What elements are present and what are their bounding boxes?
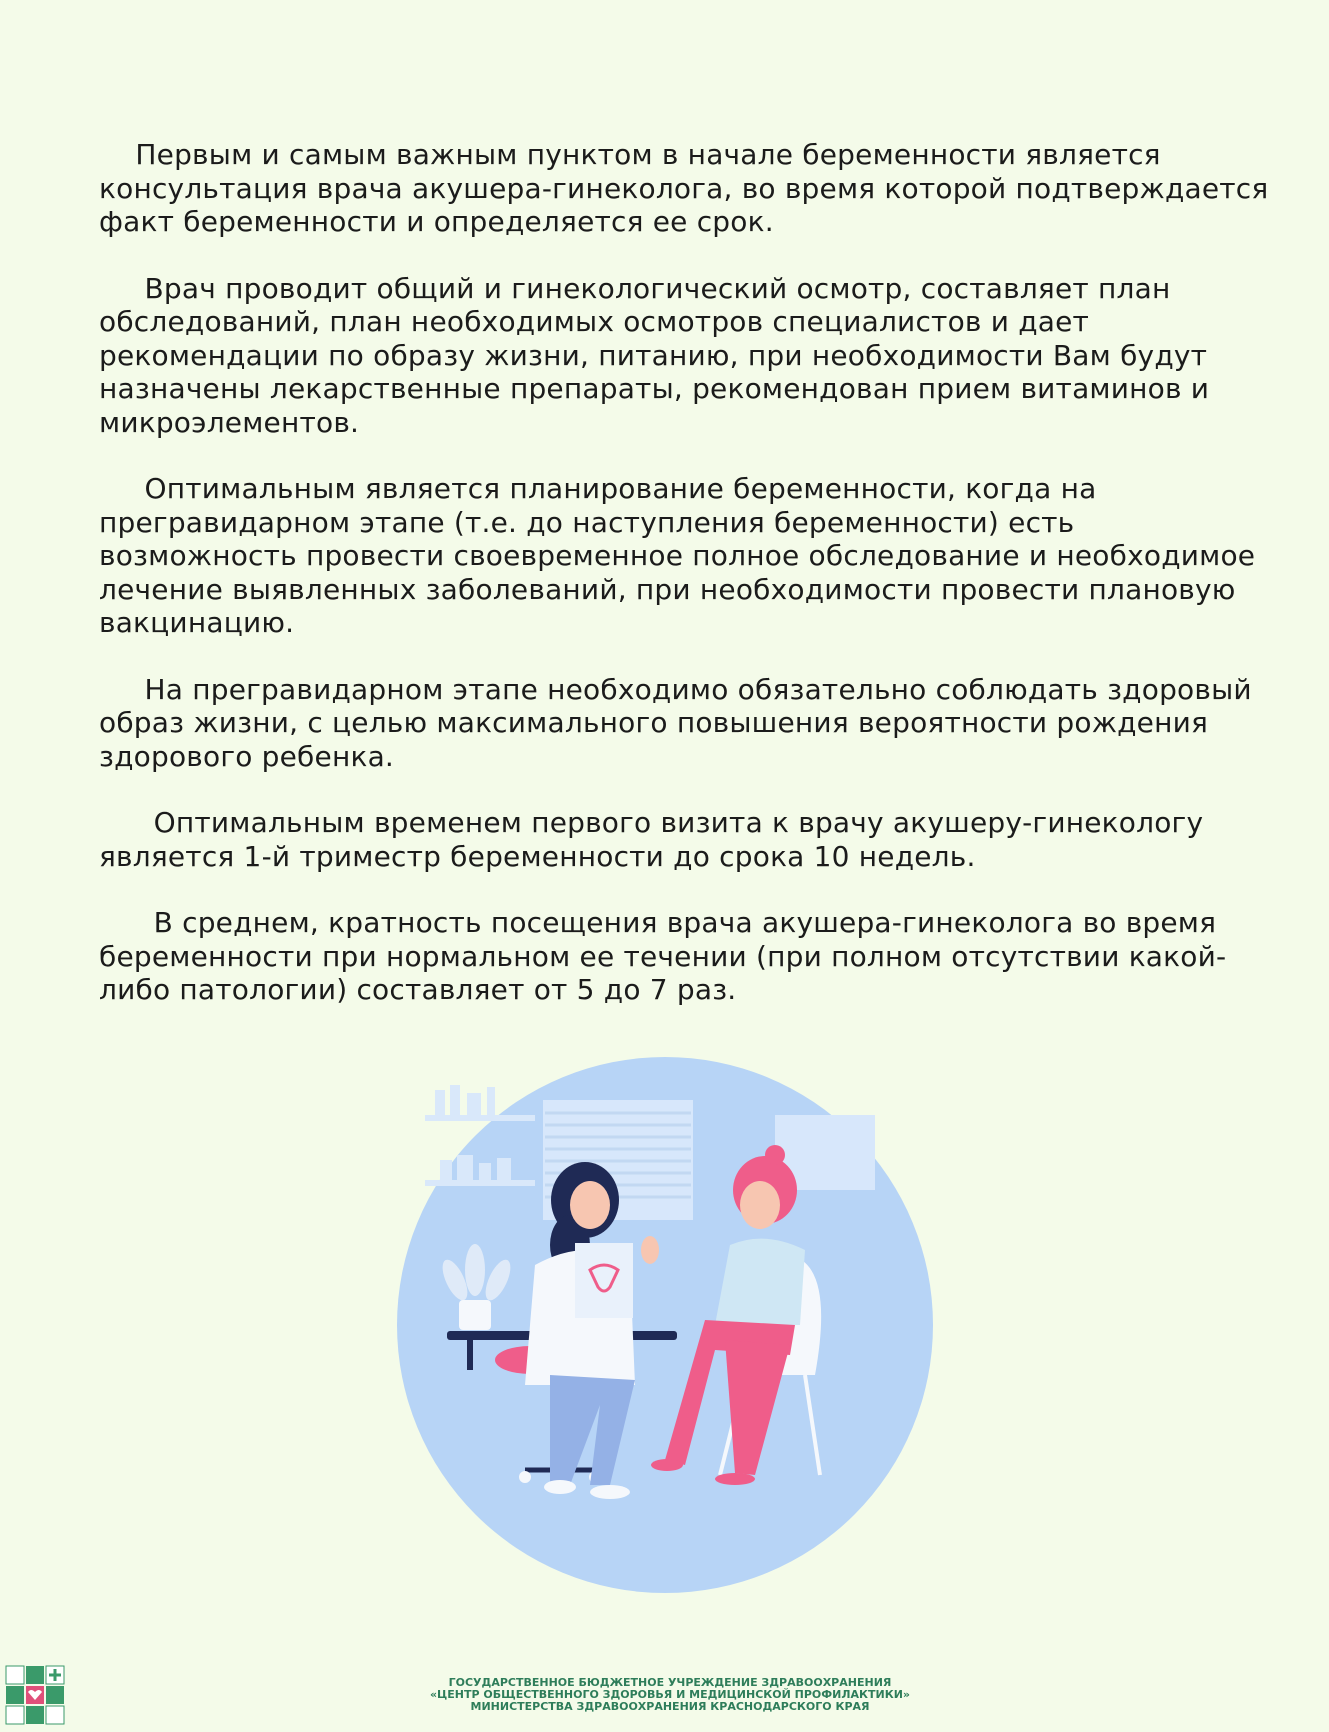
main-text xyxy=(99,138,1278,1040)
paragraph-5: Оптимальным временем первого визита к врачу акушеру-гинекологу является 1-й триместр беременности до срока 10 недель. xyxy=(99,806,1213,873)
doctor-patient-illustration xyxy=(395,1055,935,1595)
organization-footer xyxy=(390,1677,950,1713)
footer-line-1: ГОСУДАРСТВЕННОЕ БЮДЖЕТНОЕ УЧРЕЖДЕНИЕ ЗДРАВООХРАНЕНИЯ xyxy=(448,1676,892,1689)
paragraph-1: Первым и самым важным пунктом в начале беременности является консультация врача акушера-гинеколога, во время которой подтверждается факт беременности и определяется ее срок. xyxy=(99,138,1278,238)
footer-line-3: МИНИСТЕРСТВА ЗДРАВООХРАНЕНИЯ КРАСНОДАРСКОГО КРАЯ xyxy=(470,1700,870,1713)
paragraph-2: Врач проводит общий и гинекологический осмотр, составляет план обследований, план необходимых осмотров специалистов и дает рекомендации по образу жизни, питанию, при необходимости Вам будут назначены лекарственные препараты, рекомендован прием витаминов и микроэлементов. xyxy=(99,271,1219,439)
health-center-logo xyxy=(4,1664,68,1728)
paragraph-3: Оптимальным является планирование беременности, когда на прегравидарном этапе (т.е. до наступления беременности) есть возможность провести своевременное полное обследование и необходимое лечение выявленных заболеваний, при необходимости провести плановую вакцинацию. xyxy=(99,472,1265,639)
footer-line-2: «ЦЕНТР ОБЩЕСТВЕННОГО ЗДОРОВЬЯ И МЕДИЦИНСКОЙ ПРОФИЛАКТИКИ» xyxy=(429,1688,911,1701)
paragraph-4: На прегравидарном этапе необходимо обязательно соблюдать здоровый образ жизни, с целью максимального повышения вероятности рождения здорового ребенка. xyxy=(99,672,1261,773)
paragraph-6: В среднем, кратность посещения врача акушера-гинеколога во время беременности при нормальном ее течении (при полном отсутствии какой-либо патологии) составляет от 5 до 7 раз. xyxy=(99,906,1227,1006)
